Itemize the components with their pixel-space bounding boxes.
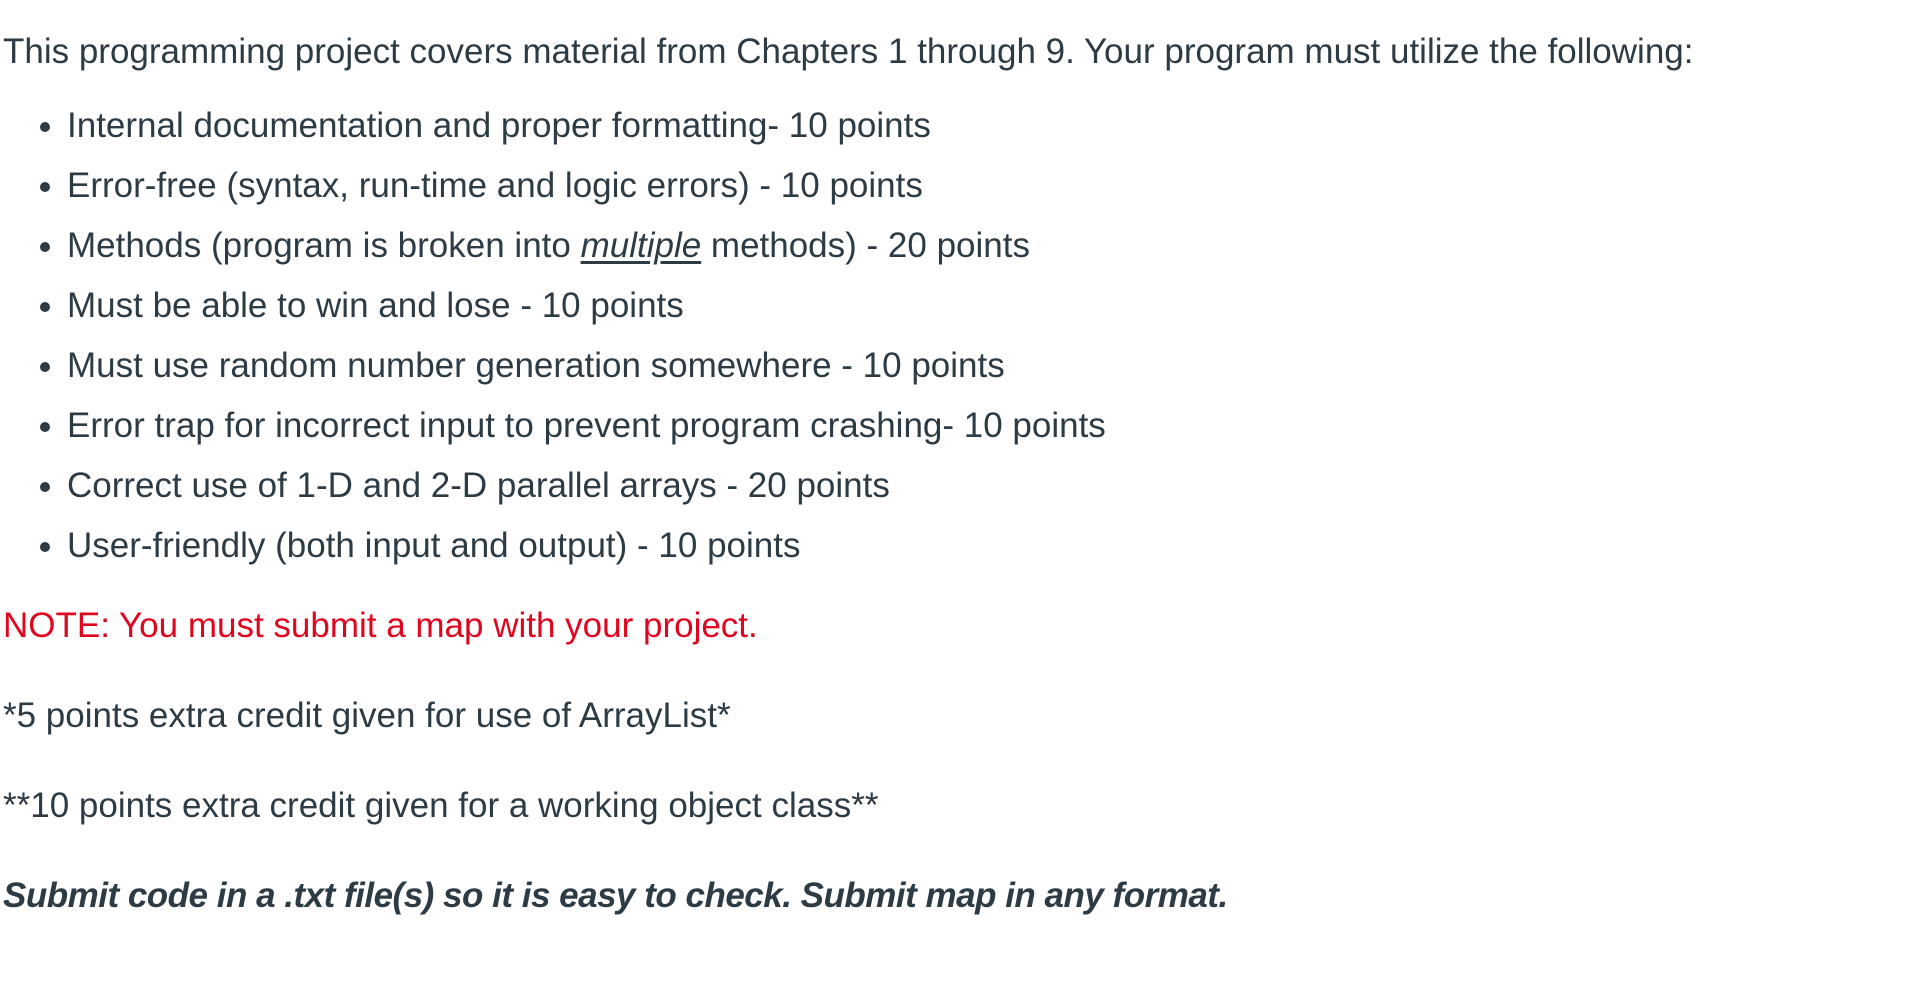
bullet-icon	[40, 182, 50, 192]
list-item	[3, 216, 1913, 276]
bullet-icon	[40, 122, 50, 132]
intro-paragraph: This programming project covers material from Chapters 1 through 9. Your program must utilize the following:	[3, 32, 1694, 71]
requirement-text: Must be able to win and lose - 10 points	[67, 286, 684, 325]
requirement-text: Correct use of 1-D and 2-D parallel arrays - 20 points	[67, 466, 890, 505]
list-item	[3, 96, 1913, 156]
requirement-text: Error-free (syntax, run-time and logic errors) - 10 points	[67, 166, 923, 205]
bullet-icon	[40, 362, 50, 372]
bullet-icon	[40, 422, 50, 432]
requirement-text: User-friendly (both input and output) - 10 points	[67, 526, 801, 565]
bullet-icon	[40, 542, 50, 552]
list-item	[3, 336, 1913, 396]
requirement-text: Must use random number generation somewhere - 10 points	[67, 346, 1005, 385]
assignment-description	[3, 30, 1913, 918]
requirement-emphasis: multiple	[580, 226, 702, 265]
list-item	[3, 276, 1913, 336]
map-note: NOTE: You must submit a map with your project.	[3, 606, 758, 645]
extra-credit-arraylist: *5 points extra credit given for use of ArrayList*	[3, 696, 731, 735]
requirement-text: Internal documentation and proper formatting- 10 points	[67, 106, 931, 145]
requirement-text-after: methods) - 20 points	[701, 226, 1030, 265]
requirement-text: Error trap for incorrect input to prevent program crashing- 10 points	[67, 406, 1106, 445]
list-item	[3, 516, 1913, 576]
bullet-icon	[40, 482, 50, 492]
list-item	[3, 456, 1913, 516]
bullet-icon	[40, 242, 50, 252]
requirements-list	[3, 96, 1913, 576]
requirement-text-before: Methods (program is broken into	[67, 226, 581, 265]
extra-credit-object-class: **10 points extra credit given for a working object class**	[3, 786, 879, 825]
submit-instructions: Submit code in a .txt file(s) so it is easy to check. Submit map in any format.	[3, 876, 1228, 915]
bullet-icon	[40, 302, 50, 312]
list-item	[3, 396, 1913, 456]
list-item	[3, 156, 1913, 216]
